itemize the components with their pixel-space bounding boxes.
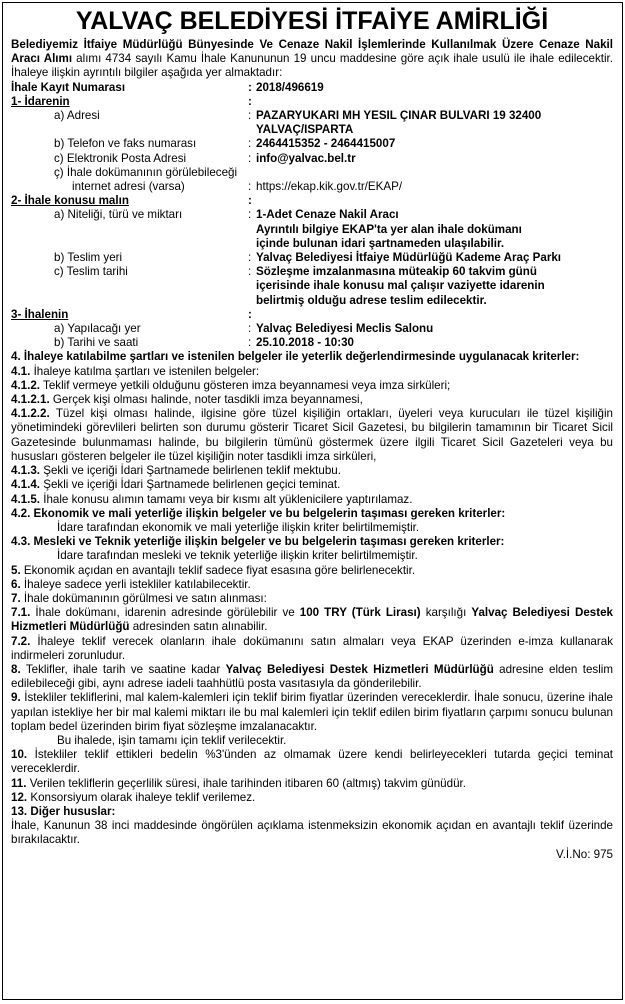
intro-paragraph: [11, 38, 613, 81]
item-9: [11, 691, 613, 734]
item-12-text: Konsorsiyum olarak ihaleye teklif verilemez.: [27, 790, 256, 804]
item-7-1-text-e: adresinden satın alınabilir.: [129, 620, 268, 634]
intro-bold: Belediyemiz İtfaiye Müdürlüğü Bünyesinde Ve Cenaze Nakil İşlemlerinde Kullanılmak Üzere Cenaze Nakil Aracı Alımı: [11, 38, 613, 66]
eposta-colon: :: [248, 151, 252, 165]
item-4-1-3: [11, 464, 613, 478]
nitelik-line-2: Ayrıntılı bilgiye EKAP'ta yer alan ihale dokümanı: [256, 222, 522, 236]
eposta-value: info@yalvac.bel.tr: [256, 151, 356, 165]
ihale-yeri-colon: :: [248, 322, 252, 336]
section-2-title: 2- İhale konusu malın: [11, 194, 129, 208]
item-4-3-text: İdare tarafından mesleki ve teknik yeterliğe ilişkin kriter belirtilmemiştir.: [57, 549, 418, 563]
web-row-1: [11, 166, 613, 180]
adres-row: [11, 109, 613, 137]
nitelik-label: a) Niteliği, türü ve miktarı: [54, 208, 183, 222]
item-7-1-office: Yalvaç Belediyesi Destek Hizmetleri Müdürlüğü: [11, 606, 613, 634]
section-4-heading: 4. İhaleye katılabilme şartları ve istenilen belgeler ile yeterlik değerlendirmesinde uygulanacak kriterler:: [11, 350, 580, 364]
item-4-1: [11, 365, 613, 379]
section-1-colon: :: [248, 94, 252, 108]
vi-number: V.İ.No: 975: [556, 847, 613, 861]
item-8-office: Yalvaç Belediyesi Destek Hizmetleri Müdürlüğü: [225, 662, 494, 676]
item-7-1-price: 100 TRY (Türk Lirası): [299, 606, 421, 620]
adres-line-1: PAZARYUKARI MH YESIL ÇINAR BULVARI 19 32400: [256, 109, 542, 123]
teslim-tarihi-line-3: belirtmiş olduğu adrese teslim edilecektir.: [256, 293, 487, 307]
item-7-num: 7.: [11, 591, 21, 605]
item-5-num: 5.: [11, 563, 21, 577]
telefon-colon: :: [248, 137, 252, 151]
item-5-text: Ekonomik açıdan en avantajlı teklif sadece fiyat esasına göre belirlenecektir.: [20, 563, 416, 577]
item-7-2: [11, 635, 613, 663]
item-4-1-2-text: Teklif vermeye yetkili olduğunu gösteren imza beyannamesi veya imza sirküleri;: [40, 378, 451, 392]
item-4-1-4-num: 4.1.4.: [11, 478, 41, 492]
item-4-1-3-num: 4.1.3.: [11, 464, 41, 478]
item-4-1-2-1: [11, 393, 613, 407]
teslim-yeri-colon: :: [248, 251, 252, 265]
item-7-1-num: 7.1.: [11, 606, 31, 620]
item-7: [11, 592, 613, 606]
nitelik-line-1: 1-Adet Cenaze Nakil Aracı: [256, 208, 399, 222]
item-7-2-num: 7.2.: [11, 634, 31, 648]
eposta-row: [11, 152, 613, 166]
ihale-yeri-row: [11, 322, 613, 336]
item-8: [11, 663, 613, 691]
section-2-heading: [11, 194, 613, 208]
web-colon: :: [248, 180, 252, 194]
intro-rest: alımı 4734 sayılı Kamu İhale Kanununun 19 uncu maddesine göre açık ihale usulü ile ihale edilecektir. İhaleye ilişkin ayrıntılı bilgiler aşağıda yer almaktadır:: [11, 52, 614, 80]
item-12-num: 12.: [11, 790, 28, 804]
item-4-1-text: İhaleye katılma şartları ve istenilen belgeler:: [30, 364, 260, 378]
item-13-heading: 13. Diğer hususlar:: [11, 804, 116, 818]
teslim-yeri-row: [11, 251, 613, 265]
ihale-tarihi-value: 25.10.2018 - 10:30: [256, 336, 354, 350]
item-6: [11, 578, 613, 592]
teslim-tarihi-line-2: içerisinde ihale konusu mal çalışır vaziyette idarenin: [256, 279, 545, 293]
adres-label: a) Adresi: [54, 109, 100, 123]
section-1-title: 1- İdarenin: [11, 94, 70, 108]
item-7-1: [11, 606, 613, 634]
item-11-num: 11.: [11, 776, 27, 790]
nitelik-colon: :: [248, 208, 252, 222]
web-value: https://ekap.kik.gov.tr/EKAP/: [256, 180, 403, 194]
tender-notice: [2, 2, 623, 1000]
teslim-tarihi-line-1: Sözleşme imzalanmasına müteakip 60 takvim günü: [256, 265, 537, 279]
ihale-yeri-label: a) Yapılacağı yer: [54, 322, 141, 336]
section-3-heading: [11, 308, 613, 322]
adres-line-2: YALVAÇ/ISPARTA: [256, 123, 354, 137]
section-3-title: 3- İhalenin: [11, 307, 69, 321]
item-4-1-5-text: İhale konusu alımın tamamı veya bir kısmı alt yüklenicilere yaptırılamaz.: [40, 492, 413, 506]
item-7-1-text-a: İhale dokümanı, idarenin adresinde görülebilir ve: [30, 606, 300, 620]
item-8-text-c: adresine elden teslim edilebileceği gibi, aynı adrese iadeli taahhütlü posta vasıtasıyla da gönderilebilir.: [11, 662, 613, 691]
item-11: [11, 777, 613, 791]
item-8-text-a: Teklifler, ihale tarih ve saatine kadar: [20, 662, 226, 676]
page-title: YALVAÇ BELEDİYESİ İTFAİYE AMİRLİĞİ: [75, 7, 549, 35]
item-4-1-2-1-num: 4.1.2.1.: [11, 393, 50, 407]
item-4-1-5: [11, 493, 613, 507]
item-4-1-2-2: [11, 407, 613, 464]
kayit-row: [11, 81, 613, 95]
section-1-heading: [11, 95, 613, 109]
eposta-label: c) Elektronik Posta Adresi: [54, 151, 187, 165]
item-11-text: Verilen tekliflerin geçerlilik süresi, ihale tarihinden itibaren 60 (altmış) takvim günüdür.: [26, 776, 466, 790]
item-4-1-4-text: Şekli ve içeriği İdari Şartnamede belirlenen geçici teminat.: [40, 478, 341, 492]
ihale-yeri-value: Yalvaç Belediyesi Meclis Salonu: [256, 322, 434, 336]
item-5: [11, 564, 613, 578]
item-6-text: İhaleye sadece yerli istekliler katılabilecektir.: [20, 577, 251, 591]
item-9-num: 9.: [11, 691, 21, 705]
item-4-1-2-2-text: Tüzel kişi olması halinde, ilgisine göre tüzel kişiliğin ortakları, üyeleri veya kurucuları ile tüzel kişiliğin yönetimindeki görevlileri belirten son durumu gösterir Ticaret Sicil Gazetesi, bu bilgilerin tamamının bir Ticaret Sicil Gazetesinde bulunmaması halinde, bu bilgilerin tümünü göstermek üzere ilgili Ticaret Sicil Gazeteleri veya bu hususları gösteren belgeler ile tüzel kişiliğin noter tasdikli imza sirküleri,: [11, 407, 613, 463]
telefon-row: [11, 137, 613, 151]
teslim-tarihi-label: c) Teslim tarihi: [54, 265, 128, 279]
item-9-text-2: Bu ihalede, işin tamamı için teklif verilecektir.: [57, 733, 287, 747]
item-9-text: İstekliler tekliflerini, mal kalem-kalemleri için teklif birim fiyatlar üzerinden vereceklerdir. İhale sonucu, üzerine ihale yapılan istekliye her bir mal kalemi miktarı ile bu mal kalemleri için teklif edilen birim fiyatların çarpımı sonucu bulunan toplam bedel üzerinden birim fiyat sözleşme imzalanacaktır.: [11, 691, 613, 733]
item-10: [11, 748, 613, 776]
item-4-1-num: 4.1.: [11, 364, 31, 378]
teslim-yeri-label: b) Teslim yeri: [54, 251, 123, 265]
item-8-num: 8.: [11, 662, 21, 676]
section-3-colon: :: [248, 307, 252, 321]
item-4-1-5-num: 4.1.5.: [11, 492, 41, 506]
telefon-label: b) Telefon ve faks numarası: [54, 137, 197, 151]
ihale-tarihi-colon: :: [248, 336, 252, 350]
web-label-1: ç) İhale dokümanının görülebileceği: [54, 165, 238, 179]
telefon-value: 2464415352 - 2464415007: [256, 137, 396, 151]
teslim-tarihi-row: [11, 265, 613, 308]
kayit-label: İhale Kayıt Numarası: [11, 80, 126, 94]
nitelik-row: [11, 208, 613, 251]
kayit-value: 2018/496619: [256, 80, 324, 94]
item-7-1-text-c: karşılığı: [420, 606, 472, 620]
web-label-2: internet adresi (varsa): [72, 180, 185, 194]
item-7-text: İhale dokümanının görülmesi ve satın alınması:: [20, 591, 267, 605]
item-4-1-2-num: 4.1.2.: [11, 378, 41, 392]
item-4-2-heading: 4.2. Ekonomik ve mali yeterliğe ilişkin belgeler ve bu belgelerin taşıması gereken kriterler:: [11, 506, 506, 520]
item-4-1-4: [11, 478, 613, 492]
web-row-2: [11, 180, 613, 194]
item-10-text: İstekliler teklif ettikleri bedelin %3'ünden az olmamak üzere kendi belirleyecekleri tutarda geçici teminat vereceklerdir.: [11, 748, 613, 776]
item-4-1-3-text: Şekli ve içeriği İdari Şartnamede belirlenen teklif mektubu.: [40, 464, 341, 478]
ihale-tarihi-label: b) Tarihi ve saati: [54, 336, 139, 350]
ihale-tarihi-row: [11, 336, 613, 350]
item-13-text: İhale, Kanunun 38 inci maddesinde öngörülen açıklama istenmeksizin ekonomik açıdan en avantajlı teklif üzerinde bırakılacaktır.: [11, 819, 613, 847]
item-4-2-text: İdare tarafından ekonomik ve mali yeterliğe ilişkin kriter belirtilmemiştir.: [57, 520, 420, 534]
adres-colon: :: [248, 109, 252, 123]
section-2-colon: :: [248, 194, 252, 208]
item-12: [11, 791, 613, 805]
kayit-colon: :: [248, 80, 252, 94]
item-10-num: 10.: [11, 748, 28, 762]
item-6-num: 6.: [11, 577, 21, 591]
teslim-tarihi-colon: :: [248, 265, 252, 279]
teslim-yeri-value: Yalvaç Belediyesi İtfaiye Müdürlüğü Kademe Araç Parkı: [256, 251, 561, 265]
item-7-2-text: İhaleye teklif verecek olanların ihale dokümanını satın almaları veya EKAP üzerinden e-imza kullanarak indirmeleri zorunludur.: [11, 634, 613, 662]
nitelik-line-3: içinde bulunan idari şartnameden ulaşılabilir.: [256, 236, 505, 250]
item-4-1-2: [11, 379, 613, 393]
item-4-1-2-1-text: Gerçek kişi olması halinde, noter tasdikli imza beyannamesi,: [49, 393, 363, 407]
item-4-1-2-2-num: 4.1.2.2.: [11, 407, 50, 421]
footer: [11, 848, 613, 862]
item-4-3-heading: 4.3. Mesleki ve Teknik yeterliğe ilişkin belgeler ve bu belgelerin taşıması gereken kriterler:: [11, 535, 505, 549]
